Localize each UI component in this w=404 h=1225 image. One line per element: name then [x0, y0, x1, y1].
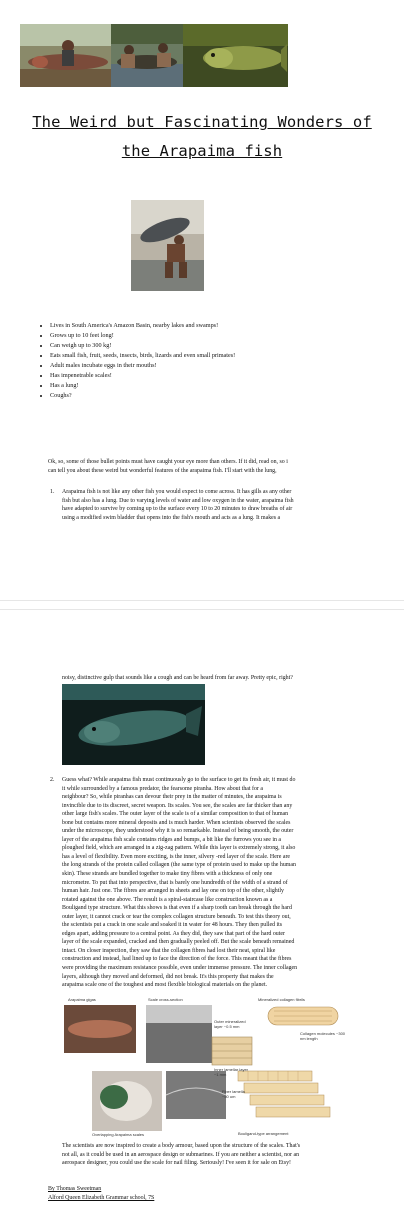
- intro-paragraph: [48, 458, 388, 475]
- point-2-line: the scientists put a crack in one scale and soaked it in water for 48 hours. They then pulled its: [62, 922, 283, 929]
- fact-item: • Coughs?: [50, 391, 235, 401]
- fact-item: • Has impenetrable scales!: [50, 371, 235, 381]
- point-2-line: layer of the scale expanded, cracked and then gradually peeled off. But the scale beneath remained: [62, 939, 295, 946]
- diagram-label-scale-cross-section: Scale cross-section: [148, 997, 183, 1002]
- diagram-label-collagen-molecules: Collagen molecules ~300 nm length: [300, 1031, 346, 1041]
- author-line: By Thomas Sweetman: [48, 1186, 102, 1192]
- point-1-line: using a modified swim bladder that opens into the fish's mouth and acts as a lung. It makes a: [62, 514, 281, 521]
- point-1-line: have adapted to survive by coming up to the surface every 10 to 20 minutes to draw breaths of air: [62, 506, 293, 513]
- page-break: [0, 600, 404, 610]
- header-photo-fishermen: [111, 24, 183, 87]
- document-page-1: [0, 0, 404, 600]
- diagram-label-mineralized-fibrils: Mineralized collagen fibrils: [258, 997, 305, 1002]
- point-2-line: intact. On closer inspection, they saw that the collagen fibres had lost their neat, spiral like: [62, 947, 276, 954]
- point-2-line: Guess what? While arapaima fish must continuously go to the surface to get its fresh air, it must do: [62, 777, 296, 783]
- closing-line: The scientists are now inspired to create a body armour, based upon the structure of the scales. That's: [62, 1143, 301, 1149]
- header-photo-fish-held: [20, 24, 111, 87]
- point-2-number: 2.: [50, 777, 55, 783]
- point-2-line: has a level of flexibility. Even more exciting, is the inner, silvery -red layer of the scale. Here are: [62, 853, 291, 860]
- point-2-line: layer of the arapaima fish scale contains ridges and bumps, a bit like the furrows you see in a: [62, 836, 282, 843]
- point-2-line: layers, although they moved and deformed, did not break. It's this property that makes the: [62, 973, 274, 980]
- point-1-line: Arapaima fish is not like any other fish you would expect to come across. It has gills as any other: [62, 489, 292, 495]
- point-1-line: fish but also has a lung. Due to varying levels of water and low oxygen in the water, arapaima fish: [62, 497, 294, 504]
- point-2-line: it while surrounded by a famous predator, the fearsome piranha. How about that for a: [62, 785, 263, 792]
- point-2-line: outer layer, it cannot crack or tear the complex collagen structure beneath. To test this theory out,: [62, 913, 291, 920]
- diagram-label-arapaima-gigas: Arapaima gigas: [68, 997, 96, 1002]
- intro-line: Ok, so, some of those bullet points must have caught your eye more than others. If it did, read on, so i: [48, 459, 288, 465]
- header-photo-underwater-fish: [183, 24, 288, 87]
- title-line-1: The Weird but Fascinating Wonders of: [32, 113, 372, 131]
- closing-line: aerospace designer, you could use the scale for nail filing. Seriously! I've seen it for sale on Etsy!: [62, 1160, 292, 1167]
- point-2-paragraph: [62, 776, 387, 990]
- point-2-line: arapaima scale one of the toughest and most flexible biological materials on the planet.: [62, 982, 268, 989]
- school-line: Alford Queen Elizabeth Grammar school, 7S: [48, 1195, 155, 1201]
- point-2-line: human hair. Just one. The fibres are arranged in sheets and lay one on top of the other, slightly: [62, 888, 284, 895]
- diagram-label-bouligand: Bouligand-type arrangement: [238, 1131, 289, 1136]
- closing-line: not all, as it could be used in an aerospace design or submarines. If you are neither a scientist, nor an: [62, 1151, 300, 1158]
- point-2-line: skin). These strands are bundled together to make tiny fibres with a thickness of only one: [62, 871, 273, 878]
- diagram-label-inner-lamellar: Inner lamellar layer ~1 mm: [214, 1067, 249, 1077]
- point-2-line: rotated against the one above. The result is a spiral-staircase like construction known as a: [62, 896, 273, 903]
- fact-item: • Can weigh up to 300 kg!: [50, 341, 235, 351]
- scale-structure-diagram: [62, 997, 352, 1139]
- point-2-line: the long strands of the protein called collagen (the same type of protein used to make up the human: [62, 862, 296, 869]
- point-1-continued: noisy, distinctive gulp that sounds like a cough and can be heard from far away. Pretty epic, right?: [62, 675, 293, 681]
- point-1-paragraph: [62, 488, 387, 522]
- point-2-line: Bouligand type structure. What this shows is that even if a sharp tooth can break through the hard: [62, 905, 292, 912]
- point-2-line: invincible due to its discreet, secret weapon. Its scales. You see, the scales are far thicker than any: [62, 802, 293, 809]
- point-2-line: ploughed field, which are arranged in a zig-zag pattern. While this layer is extremely strong, it also: [62, 845, 296, 852]
- point-2-line: under the microscope, they understood why it is so remarkable. Instead of being smooth, the outer: [62, 828, 294, 835]
- fact-item: • Grows up to 10 feet long!: [50, 331, 235, 341]
- document-page-2: [0, 610, 404, 1225]
- fact-item: • Eats small fish, fruit, seeds, insects, birds, lizards and even small primates!: [50, 351, 235, 361]
- point-2-line: edges apart, adding pressure to a central point. As they did, they saw that part of the hard outer: [62, 930, 285, 937]
- fact-item: • Lives in South America's Amazon Basin, nearby lakes and swamps!: [50, 321, 235, 331]
- fact-item: • Adult males incubate eggs in their mouths!: [50, 361, 235, 371]
- point-2-line: other large fish's scales. The outer layer of the scale is of a similar composition to that of human: [62, 811, 289, 818]
- intro-line: can tell you about these weird but wonderful features of the arapaima fish. I'll start with the lung,: [48, 467, 277, 474]
- point-2-line: bone but contains more mineral deposits and is much harder. When scientists observed the scales: [62, 819, 291, 826]
- point-2-line: were providing the maximum resistance possible, even under immense pressure. The inner collagen: [62, 965, 298, 972]
- closing-paragraph: [62, 1142, 392, 1168]
- article-title: [20, 108, 384, 166]
- point-2-line: micrometre. To put that into perspective, that is barely one hundredth of the width of a strand of: [62, 879, 288, 886]
- title-line-2: the Arapaima fish: [121, 142, 283, 160]
- point-2-line: construction and instead, had lined up to face the direction of the force. This meant that the fibres: [62, 956, 292, 963]
- diagram-label-overlapping-scales: Overlapping Arapaima scales: [92, 1132, 145, 1137]
- facts-list: [38, 321, 235, 401]
- diagram-label-fiber-lamella: Fiber lamella ~50 um: [222, 1089, 245, 1099]
- point-2-line: neighbour? So, while piranhas can devour their prey in the matter of minutes, the arapaima is: [62, 794, 282, 801]
- point-1-number: 1.: [50, 489, 55, 495]
- photo-man-carrying-arapaima: [131, 200, 204, 291]
- photo-arapaima-underwater: [62, 684, 205, 765]
- fact-item: • Has a lung!: [50, 381, 235, 391]
- diagram-label-outer-layer: Outer mineralized layer ~0.5 mm: [214, 1019, 246, 1029]
